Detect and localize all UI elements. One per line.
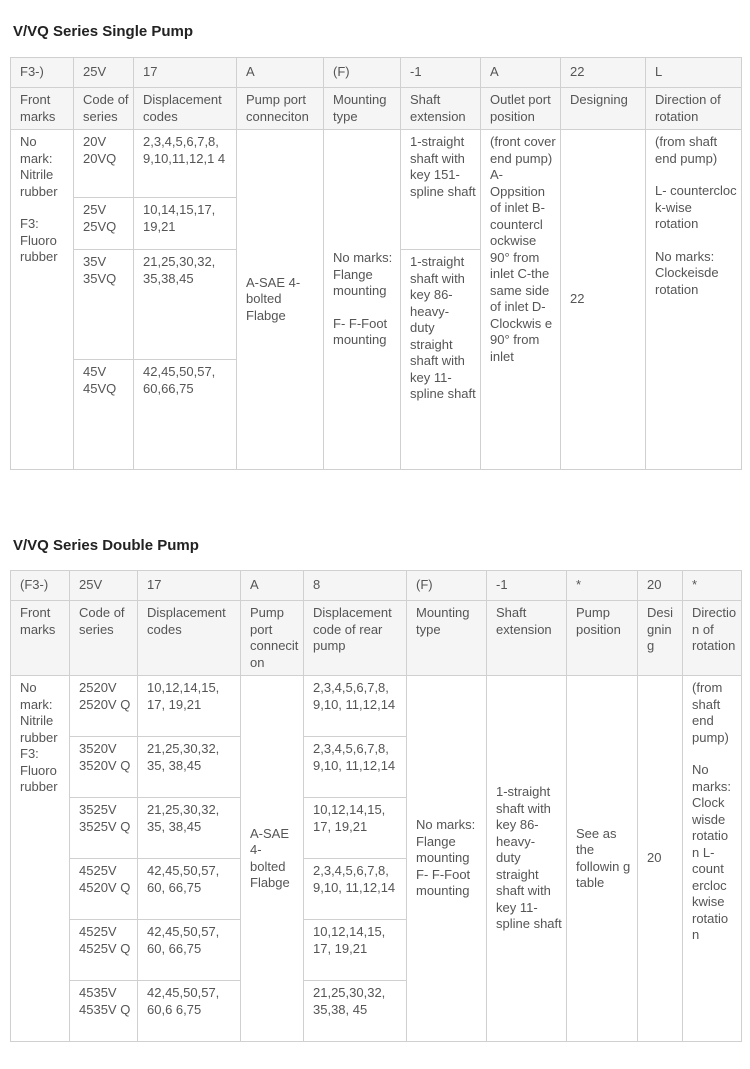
code-cell: (F) [407,571,487,601]
shaft-cell: 1-straight shaft with key 86- heavy- duty straight shaft with key 11-spline shaft [487,676,567,1042]
rotation-cell [646,130,742,470]
table-row [11,676,742,737]
code-cell: 25V [74,58,134,88]
series-cell: 2520V 2520V Q [70,676,138,737]
displacement-cell: 21,25,30,32, 35, 38,45 [138,737,241,798]
code-cell: A [481,58,561,88]
series-cell: 4535V 4535V Q [70,981,138,1042]
code-cell: (F) [324,58,401,88]
series-cell: 35V 35VQ [74,250,134,360]
front-marks-cell: No mark: Nitrile rubber F3: Fluoro rubber [11,676,70,1042]
code-cell: 17 [138,571,241,601]
series-cell: 3520V 3520V Q [70,737,138,798]
header-cell: Direction of rotation [683,601,742,676]
port-cell: A-SAE 4- bolted Flabge [241,676,304,1042]
header-cell: Pump position [567,601,638,676]
port-cell: A-SAE 4-bolted Flabge [237,130,324,470]
code-cell: 22 [561,58,646,88]
header-cell: Code of series [70,601,138,676]
rotation-note: (from shaft end pump) [655,134,718,166]
shaft-cell: 1-straight shaft with key 151- spline shaft [401,130,481,250]
pump-position-cell: See as the followin g table [567,676,638,1042]
front-mark-fluoro: F3: Fluoro rubber [20,216,58,264]
code-row [11,58,742,88]
table-row [11,130,742,198]
mounting-flange: No marks: Flange mounting [333,250,393,299]
code-cell: L [646,58,742,88]
series-cell: 4525V 4525V Q [70,920,138,981]
displacement-cell: 10,12,14,15, 17, 19,21 [138,676,241,737]
front-mark-nitrile: No mark: Nitrile rubber [20,134,58,199]
code-cell: A [237,58,324,88]
header-cell: Direction of rotation [646,88,742,130]
code-cell: * [567,571,638,601]
shaft-cell: 1-straight shaft with key 86- heavy- duty straight shaft with key 11-spline shaft [401,250,481,470]
double-pump-title: V/VQ Series Double Pump [13,537,199,554]
header-cell: Pump port conneciton [241,601,304,676]
double-pump-table [10,570,742,1042]
header-cell: Front marks [11,88,74,130]
header-row [11,88,742,130]
code-cell: A [241,571,304,601]
code-cell: 25V [70,571,138,601]
rear-displacement-cell: 21,25,30,32, 35,38, 45 [304,981,407,1042]
header-cell: Front marks [11,601,70,676]
front-marks-cell [11,130,74,470]
rear-displacement-cell: 10,12,14,15, 17, 19,21 [304,920,407,981]
code-cell: 17 [134,58,237,88]
mounting-cell [324,130,401,470]
code-cell: -1 [487,571,567,601]
displacement-cell: 42,45,50,57, 60,66,75 [134,360,237,470]
designing-cell: 20 [638,676,683,1042]
code-cell: F3-) [11,58,74,88]
displacement-cell: 42,45,50,57, 60,6 6,75 [138,981,241,1042]
header-cell: Designing [638,601,683,676]
series-cell: 25V 25VQ [74,198,134,250]
rotation-cell [683,676,742,1042]
code-cell: (F3-) [11,571,70,601]
rear-displacement-cell: 2,3,4,5,6,7,8, 9,10, 11,12,14 [304,737,407,798]
header-cell: Outlet port position [481,88,561,130]
code-row [11,571,742,601]
code-cell: 20 [638,571,683,601]
displacement-cell: 42,45,50,57, 60, 66,75 [138,859,241,920]
header-cell: Displacement code of rear pump [304,601,407,676]
header-cell: Displacement codes [138,601,241,676]
code-cell: -1 [401,58,481,88]
header-cell: Shaft extension [487,601,567,676]
header-cell: Mounting type [407,601,487,676]
mounting-foot: F- F-Foot mounting [333,315,388,348]
single-pump-table [10,57,742,470]
series-cell: 45V 45VQ [74,360,134,470]
series-cell: 20V 20VQ [74,130,134,198]
displacement-cell: 21,25,30,32, 35, 38,45 [138,798,241,859]
outlet-cell: (front cover end pump) A- Oppsition of inlet B- countercl ockwise 90° from inlet C-the same side of inlet D- Clockwis e 90° from inlet [481,130,561,470]
rotation-options: No marks: Clock wisde rotatio n L- count ercloc kwise rotatio n [692,762,731,942]
header-cell: Displacement codes [134,88,237,130]
displacement-cell: 21,25,30,32, 35,38,45 [134,250,237,360]
mounting-cell: No marks: Flange mounting F- F-Foot mounting [407,676,487,1042]
header-cell: Code of series [74,88,134,130]
rear-displacement-cell: 2,3,4,5,6,7,8, 9,10, 11,12,14 [304,859,407,920]
series-cell: 3525V 3525V Q [70,798,138,859]
displacement-cell: 10,14,15,17, 19,21 [134,198,237,250]
designing-cell: 22 [561,130,646,470]
rear-displacement-cell: 10,12,14,15, 17, 19,21 [304,798,407,859]
rotation-ccw: L- countercloc k-wise rotation [655,183,737,231]
code-cell: 8 [304,571,407,601]
header-cell: Designing [561,88,646,130]
header-cell: Mounting type [324,88,401,130]
rear-displacement-cell: 2,3,4,5,6,7,8, 9,10, 11,12,14 [304,676,407,737]
header-cell: Pump port conneciton [237,88,324,130]
header-cell: Shaft extension [401,88,481,130]
rotation-cw: No marks: Clockeisde rotation [655,248,719,297]
code-cell: * [683,571,742,601]
series-cell: 4525V 4520V Q [70,859,138,920]
header-row [11,601,742,676]
displacement-cell: 2,3,4,5,6,7,8, 9,10,11,12,1 4 [134,130,237,198]
single-pump-title: V/VQ Series Single Pump [13,23,194,40]
displacement-cell: 42,45,50,57, 60, 66,75 [138,920,241,981]
rotation-note: (from shaft end pump) [692,680,729,745]
